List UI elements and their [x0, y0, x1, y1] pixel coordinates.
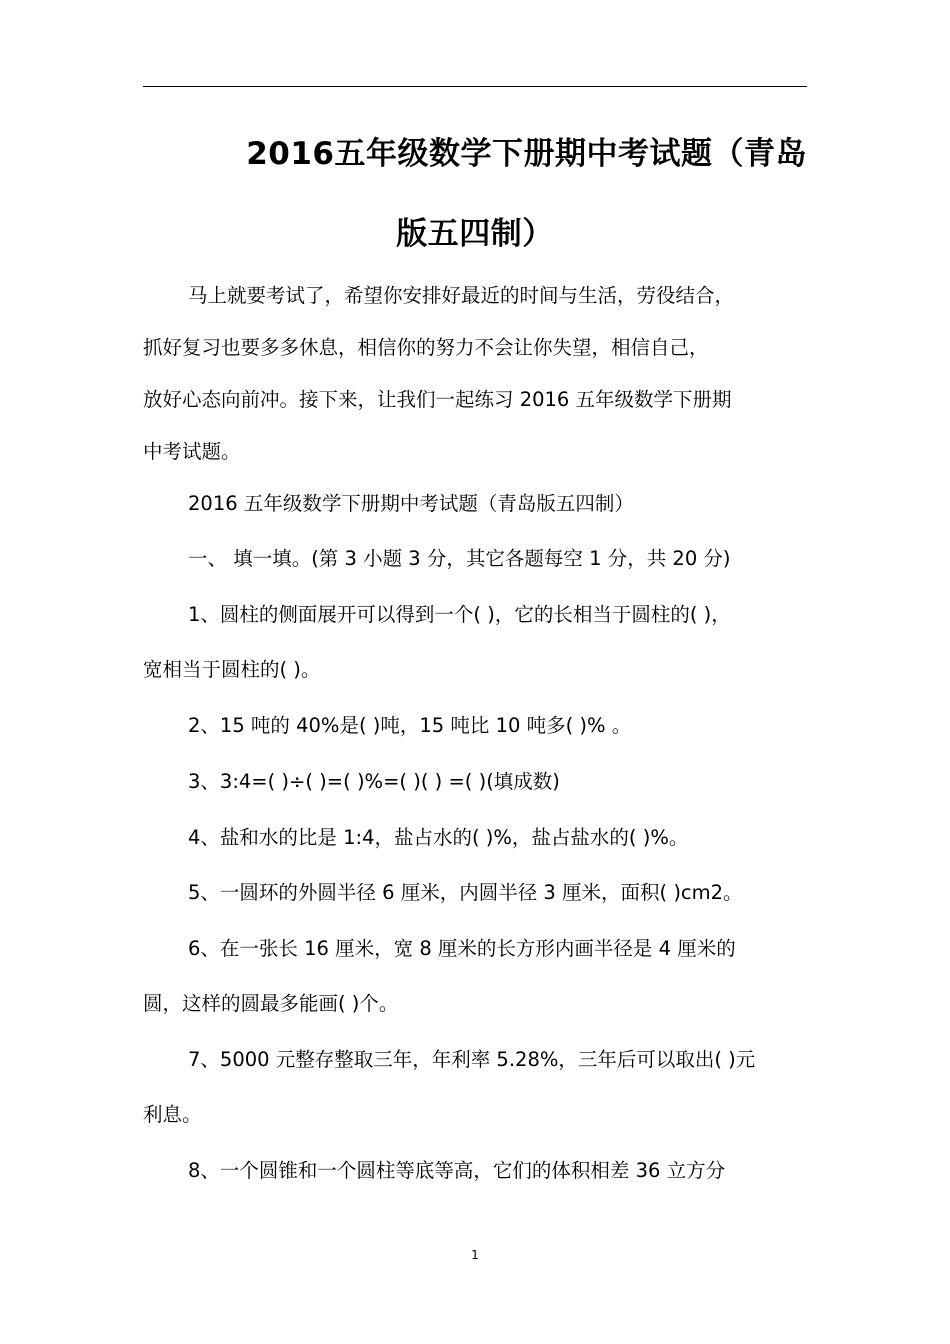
question-6-line-2: 圆，这样的圆最多能画( )个。 — [143, 992, 399, 1015]
intro-line-1: 马上就要考试了，希望你安排好最近的时间与生活，劳役结合， — [188, 284, 735, 307]
document-title-line-2: 版五四制） — [396, 216, 554, 252]
section-heading: 一、 填一填。(第 3 小题 3 分，其它各题每空 1 分，共 20 分) — [188, 547, 731, 570]
header-rule — [143, 86, 807, 87]
question-6-line-1: 6、在一张长 16 厘米，宽 8 厘米的长方形内画半径是 4 厘米的 — [188, 937, 736, 960]
question-4: 4、盐和水的比是 1:4，盐占水的( )%，盐占盐水的( )%。 — [188, 826, 689, 849]
question-1-line-1: 1、圆柱的侧面展开可以得到一个( )，它的长相当于圆柱的( )， — [188, 603, 731, 626]
question-1-line-2: 宽相当于圆柱的( )。 — [143, 658, 321, 681]
question-7-line-2: 利息。 — [143, 1103, 202, 1126]
page-number: 1 — [471, 1248, 479, 1262]
question-7-line-1: 7、5000 元整存整取三年，年利率 5.28%，三年后可以取出( )元 — [188, 1048, 756, 1071]
question-5: 5、一圆环的外圆半径 6 厘米，内圆半径 3 厘米，面积( )cm2。 — [188, 881, 743, 904]
intro-line-2: 抓好复习也要多多休息，相信你的努力不会让你失望，相信自己， — [143, 336, 709, 359]
document-title-line-1: 2016五年级数学下册期中考试题（青岛 — [246, 136, 807, 172]
intro-line-3: 放好心态向前冲。接下来，让我们一起练习 2016 五年级数学下册期 — [143, 388, 732, 411]
intro-line-4: 中考试题。 — [143, 440, 241, 463]
exam-subtitle: 2016 五年级数学下册期中考试题（青岛版五四制） — [188, 492, 634, 515]
question-3: 3、3:4=( )÷( )=( )%=( )( ) =( )(填成数) — [188, 770, 560, 793]
question-8-line-1: 8、一个圆锥和一个圆柱等底等高，它们的体积相差 36 立方分 — [188, 1159, 726, 1182]
question-2: 2、15 吨的 40%是( )吨，15 吨比 10 吨多( )% 。 — [188, 714, 632, 737]
